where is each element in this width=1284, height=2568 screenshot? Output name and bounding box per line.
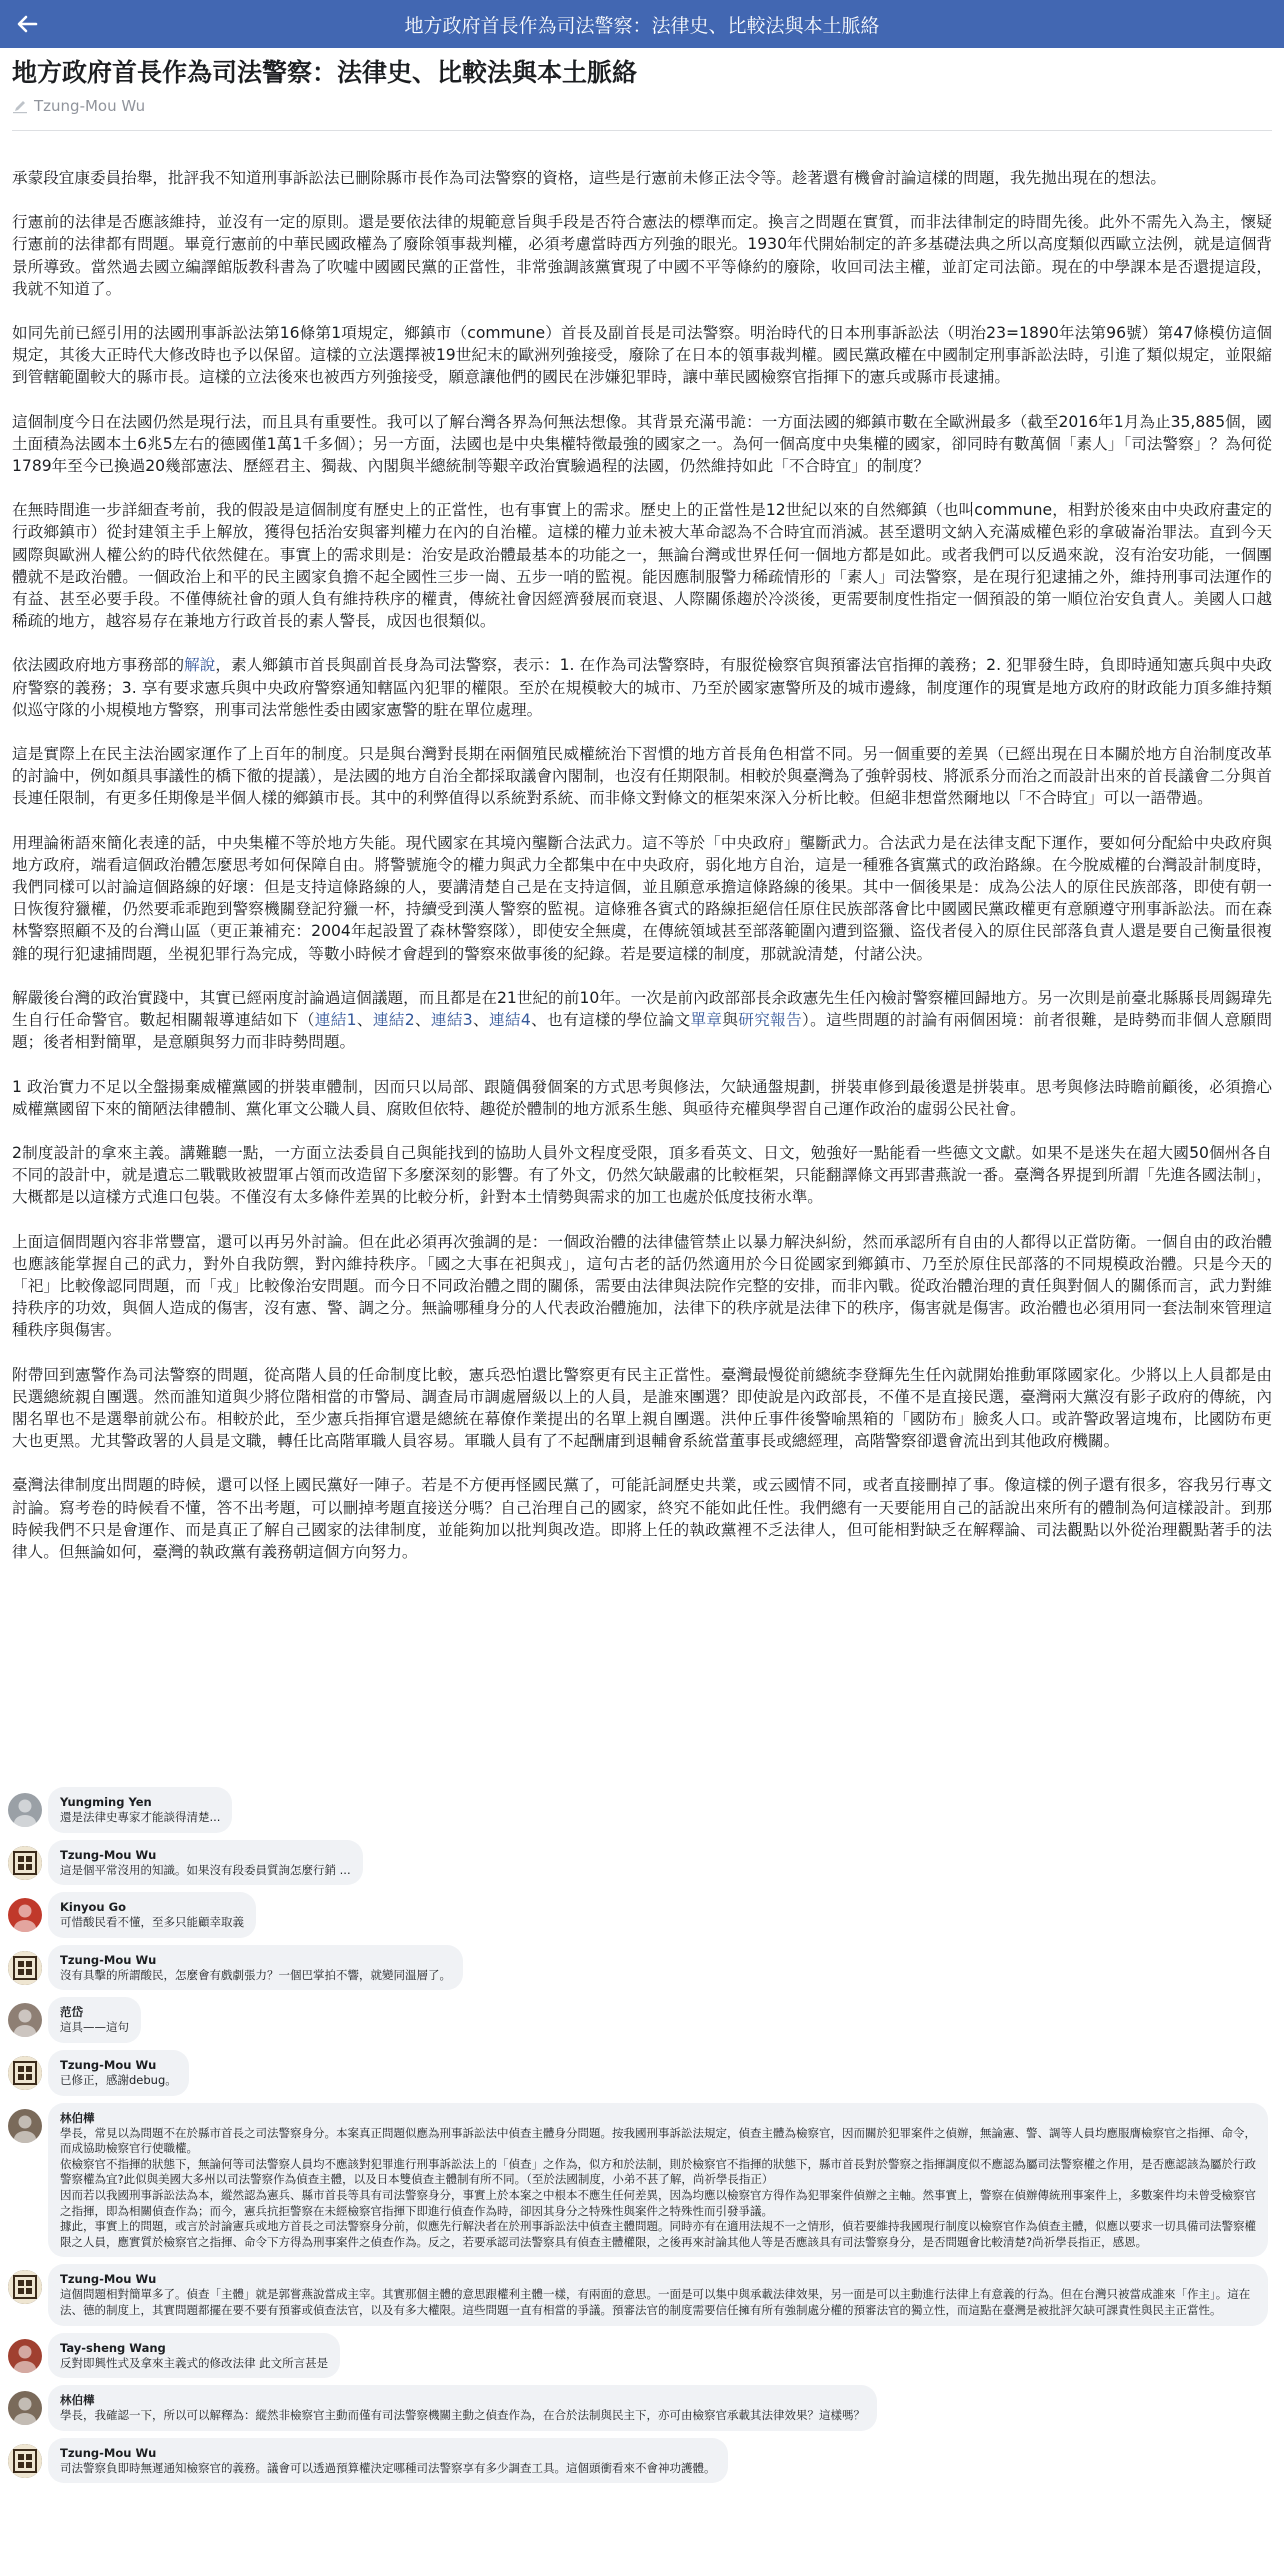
avatar[interactable] <box>8 1898 42 1932</box>
paragraph-text: 依法國政府地方事務部的 <box>12 656 185 675</box>
paragraph-text: ，素人鄉鎮市首長與副首長身為司法警察，表示：1. 在作為司法警察時，有服從檢察官與預審法官指揮的義務；2. 犯罪發生時，負即時通知憲兵與中央政府警察的義務；3. 享有要求憲兵與中央政府警察通知轄區內犯罪的權限。至於在規模較大的城市、乃至於國家憲警所及的城市邊緣，制度運作的現實是地方政府的財政能力頂多維持類似巡守隊的小規模地方警察，刑事司法常態性委由國家憲警的駐在單位處理。 <box>12 656 1272 719</box>
comment-author[interactable]: Yungming Yen <box>60 1795 152 1809</box>
comment-text: 這是個平常沒用的知識。如果沒有段委員質詢怎麼行銷 ... <box>60 1862 351 1877</box>
comment-text: 學長，我確認一下，所以可以解釋為：縱然非檢察官主動而僅有司法警察機關主動之偵查作為，在合於法制與民主下，亦可由檢察官承載其法律效果？這樣嗎？ <box>60 2408 865 2423</box>
paragraph-text: 2制度設計的拿來主義。講難聽一點，一方面立法委員自己與能找到的協助人員外文程度受限，頂多看英文、日文，勉強好一點能看一些德文文獻。如果不是迷失在超大國50個州各自不同的設計中，就是遺忘二戰戰敗被盟軍占領而改造留下多麼深刻的影響。有了外文，仍然欠缺嚴肅的比較框架，只能翻譯條文再郢書燕說一番。臺灣各界提到所謂「先進各國法制」，大概都是以這樣方式進口包裝。不僅沒有太多條件差異的比較分析，針對本土情勢與需求的加工也處於低度技術水準。 <box>12 1143 1272 1207</box>
paragraph-text: 這是實際上在民主法治國家運作了上百年的制度。只是與台灣對長期在兩個殖民威權統治下習慣的地方首長角色相當不同。另一個重要的差異（已經出現在日本關於地方自治制度改革的討論中，例如顏具事議性的橋下徹的提議），是法國的地方自治全都採取議會內閣制，也沒有任期限制。相較於與臺灣為了強幹弱枝、將派系分而治之而設計出來的首長議會二分與首長連任限制，有更多任期像是半個人樣的鄉鎮市長。其中的利弊值得以系統對系統、而非條文對條文的框架來深入分析比較。但絕非想當然爾地以「不合時宜」可以一語帶過。 <box>12 745 1272 808</box>
comment <box>8 2050 1276 2096</box>
back-arrow-icon <box>16 13 38 35</box>
avatar[interactable] <box>8 2109 42 2143</box>
article <box>12 48 1272 1585</box>
article-paragraph <box>12 167 1272 189</box>
article-title: 地方政府首長作為司法警察：法律史、比較法與本土脈絡 <box>12 58 638 87</box>
paragraph-text: 、 <box>414 1011 431 1030</box>
avatar[interactable] <box>8 2339 42 2373</box>
paragraph-text: 承蒙段宜康委員抬舉，批評我不知道刑事訴訟法已刪除縣市長作為司法警察的資格，這些是行憲前未修正法令等。趁著還有機會討論這樣的問題，我先拋出現在的想法。 <box>12 169 1166 187</box>
seal-avatar-icon <box>8 2056 42 2090</box>
avatar[interactable] <box>8 1846 42 1880</box>
comment <box>8 2385 1276 2431</box>
comment-text: 學長，常見以為問題不在於縣市首長之司法警察身分。本案真正問題似應為刑事訴訟法中偵查主體身分問題。按我國刑事訴訟法規定，偵查主體為檢察官，因而關於犯罪案件之偵辦，無論憲、警、調等人員均應服膺檢察官之指揮、命令，而成協助檢察官行使職權。 依檢察官不指揮的狀態下，無論何等司法警察人員均不應該對犯罪進行刑事訴訟法上的「偵查」之作為，似方和於法制，則於檢察官不指揮的狀態下，縣市首長對於警察之指揮調度似不應認為屬司法警察權之作用，是否應認該為屬於行政警察權為宜?此似與美國大多州以司法警察作為偵查主體，以及日本雙偵查主體制有所不同。（至於法國制度，小弟不甚了解，尚祈學長指正） 因而若以我國刑事訴訟法為本，縱然認為憲兵、縣市首長等具有司法警察身分，事實上於本案之中根本不應生任何差異，因為均應以檢察官方得作為犯罪案件偵辦之主軸。然事實上，警察在偵辦傳統刑事案件上，多數案件均未曾受檢察官之指揮，即為相關偵查作為；而今，憲兵抗拒警察在未經檢察官指揮下即進行偵查作為時，卻因其身分之特殊性與案件之特殊性而引發爭議。 據此，事實上的問題，或言於討論憲兵或地方首長之司法警察身分前，似應先行解決者在於刑事訴訟法中偵查主體問題。同時亦有在適用法規不一之情形，偵若要維持我國現行制度以檢察官作為偵查主體，似應以要求一切具備司法警察權限之人員，應實質於檢察官之指揮、命令下方得為刑事案件之偵查作為。反之，若要承認司法警察具有偵查主體權限，之後再來討論其他人等是否應該具有司法警察身分，是否問題會比較清楚?尚祈學長指正，感恩。 <box>60 2125 1256 2249</box>
comment-author[interactable]: Tay-sheng Wang <box>60 2340 166 2355</box>
comment-text: 這具——這句 <box>60 2020 129 2035</box>
inline-link[interactable]: 解說 <box>184 656 216 675</box>
article-paragraph <box>12 1231 1272 1342</box>
paragraph-text: 如同先前已經引用的法國刑事訴訟法第16條第1項規定，鄉鎮市（commune）首長及副首長是司法警察。明治時代的日本刑事訴訟法（明治23=1890年法第96號）第47條模仿這個規定，其後大正時代大修改時也予以保留。這樣的立法選擇被19世紀末的歐洲列強接受，廢除了在日本的領事裁判權。國民黨政權在中國制定刑事訴訟法時，引進了類似規定，並限縮到管轄範圍較大的縣市長。這樣的立法後來也被西方列強接受，願意讓他們的國民在涉嫌犯罪時，讓中華民國檢察官指揮下的憲兵或縣市長逮捕。 <box>12 324 1272 387</box>
inline-link[interactable]: 研究報告 <box>738 1011 803 1030</box>
comment-bubble <box>48 2050 189 2096</box>
article-paragraph <box>12 832 1272 965</box>
top-app-bar <box>0 0 1284 48</box>
comment-bubble <box>48 1840 363 1886</box>
comment-bubble <box>48 1892 256 1938</box>
article-paragraph <box>12 411 1272 478</box>
paragraph-text: 附帶回到憲警作為司法警察的問題，從高階人員的任命制度比較，憲兵恐怕還比警察更有民主正當性。臺灣最慢從前總統李登輝先生任內就開始推動軍隊國家化。少將以上人員都是由民選總統親自團選。然而誰知道與少將位階相當的市警局、調查局市調處層級以上的人員，是誰來團選？即使說是內政部長，不僅不是直接民選，臺灣兩大黨沒有影子政府的傳統，內閣名單也不是選舉前就公布。相較於此，至少憲兵指揮官還是總統在幕僚作業提出的名單上親自團選。洪仲丘事件後警喻黑箱的「國防布」臉炙人口。或許警政署這塊布，比國防布更大也更黑。尤其警政署的人員是文職，轉任比高階軍職人員容易。軍職人員有了不起酬庸到退輔會系統當董事長或總經理，高階警察卻還會流出到其他政府機關。 <box>12 1365 1272 1451</box>
comment-text: 可惜酸民看不懂，至多只能顧幸取義 <box>60 1915 244 1930</box>
comment <box>8 1945 1276 1991</box>
article-paragraph <box>12 654 1272 721</box>
comment-bubble <box>48 1997 141 2043</box>
user-photo-icon <box>8 2391 42 2425</box>
comment <box>8 1840 1276 1886</box>
inline-link[interactable]: 連結2 <box>372 1011 415 1030</box>
avatar[interactable] <box>8 1793 42 1827</box>
user-photo-icon <box>8 1898 42 1932</box>
divider <box>12 130 1272 131</box>
avatar[interactable] <box>8 2003 42 2037</box>
article-paragraph <box>12 1076 1272 1120</box>
comment <box>8 2438 1276 2484</box>
article-paragraph <box>12 1364 1272 1453</box>
comment <box>8 2264 1276 2325</box>
comment-author[interactable]: Tzung-Mou Wu <box>60 2057 157 2072</box>
article-paragraph <box>12 987 1272 1054</box>
comment-author[interactable]: 范岱 <box>60 2005 83 2020</box>
avatar[interactable] <box>8 2444 42 2478</box>
comment-author[interactable]: Tzung-Mou Wu <box>60 1847 157 1862</box>
comment-bubble <box>48 2385 877 2431</box>
comments-section <box>8 1787 1276 2490</box>
seal-avatar-icon <box>8 2270 42 2304</box>
paragraph-text: 上面這個問題內容非常豐富，還可以再另外討論。但在此必須再次強調的是：一個政治體的法律儘管禁止以暴力解決糾紛，然而承認所有自由的人都得以正當防衛。一個自由的政治體也應該能掌握自己的武力，對外自我防禦，對內維持秩序。「國之大事在祀與戎」，這句古老的話仍然適用於今日從國家到鄉鎮市、乃至於原住民部落的不同規模政治體。只是今天的「祀」比較像認同問題，而「戎」比較像治安問題。而今日不同政治體之間的關係，需要由法律與法院作完整的安排，而非內戰。從政治體治理的責任與對個人的關係而言，武力對維持秩序的功效，與個人造成的傷害，沒有憲、警、調之分。無論哪種身分的人代表政治體施加，法律下的秩序就是法律下的秩序，傷害就是傷害。政治體也必須用同一套法制來管理這種秩序與傷害。 <box>12 1232 1272 1340</box>
paragraph-text: 、也有這樣的學位論文 <box>530 1011 691 1030</box>
paragraph-text: 與 <box>722 1011 739 1030</box>
avatar[interactable] <box>8 2391 42 2425</box>
author-row <box>12 94 1272 118</box>
inline-link[interactable]: 連結4 <box>489 1011 531 1030</box>
user-photo-icon <box>8 2109 42 2143</box>
back-button[interactable] <box>0 0 54 48</box>
user-photo-icon <box>8 2003 42 2037</box>
inline-link[interactable]: 連結1 <box>314 1011 357 1030</box>
inline-link[interactable]: 單章 <box>690 1011 723 1030</box>
article-paragraph <box>12 1474 1272 1563</box>
article-paragraph <box>12 499 1272 632</box>
seal-avatar-icon <box>8 2444 42 2478</box>
avatar[interactable] <box>8 2056 42 2090</box>
paragraph-text: 用理論術語來簡化表達的話，中央集權不等於地方失能。現代國家在其境內壟斷合法武力。這不等於「中央政府」壟斷武力。合法武力是在法律支配下運作，要如何分配給中央政府與地方政府，端看這個政治體怎麼思考如何保障自由。將警號施令的權力與武力全都集中在中央政府，弱化地方自治，這是一種雅各賓黨式的政治路線。在今脫威權的台灣設計制度時，我們同樣可以討論這個路線的好壞：但是支持這條路線的人，要講清楚自己是在支持這個，並且願意承擔這條路線的後果。其中一個後果是：成為公法人的原住民族部落，即使有朝一日恢復狩獵權，仍然要乖乖跑到警察機關登記狩獵一杯，持續受到漢人警察的監視。這條雅各賓式的路線拒絕信任原住民族部落會比中國國民黨政權更有意願遵守刑事訴訟法。而在森林警察照顧不及的台灣山區（更正兼補充：2004年起設置了森林警察隊），即使安全無虞，在傳統領域甚至部落範圍內遭到盜獵、盜伐者侵入的原住民部落負責人還是要自己衡量很複雜的現行犯逮捕問題，坐視犯罪行為完成，等數小時候才會趕到的警察來做事後的紀錄。若是要這樣的制度，那就說清楚，付諸公決。 <box>12 833 1272 963</box>
comment-author[interactable]: 林伯樺 <box>60 2393 95 2408</box>
comment-author[interactable]: Tzung-Mou Wu <box>60 2445 157 2460</box>
comment-text: 這個問題相對簡單多了。偵查「主體」就是郭嘗燕說當成主宰。其實那個主體的意思跟權利主體一樣，有兩面的意思。一面是可以集中與承載法律效果，另一面是可以主動進行法律上有意義的行為。但在台灣只被當成誰來「作主」。這在法、德的制度上，其實問題都擺在要不要有預審或偵查法官，以及有多大權限。這些問題一直有相當的爭議。預審法官的制度需要信任擁有所有強制處分權的預審法官的獨立性，而這點在臺灣是被批評欠缺可課責性與民主正當性。 <box>60 2287 1251 2317</box>
comment <box>8 1997 1276 2043</box>
topbar-title: 地方政府首長作為司法警察：法律史、比較法與本土脈絡 <box>404 14 880 37</box>
pen-icon <box>12 98 28 114</box>
comment <box>8 2333 1276 2379</box>
article-body <box>12 167 1272 1563</box>
paragraph-text: 解嚴後台灣的政治實踐中，其實已經兩度討論過這個議題，而且都是在21世紀的前10年。一次是前內政部部長余政憲先生任內檢討警察權回歸地方。另一次則是前臺北縣縣長周錫瑋先生自行任命警官。數起相關報導連結如下（ <box>12 988 1272 1030</box>
comment-author[interactable]: Kinyou Go <box>60 1900 126 1915</box>
seal-avatar-icon <box>8 1846 42 1880</box>
article-paragraph <box>12 322 1272 389</box>
comment-text: 已修正，感謝debug。 <box>60 2072 177 2087</box>
author-name[interactable]: Tzung-Mou Wu <box>34 97 146 115</box>
avatar[interactable] <box>8 2270 42 2304</box>
comment-author[interactable]: 林伯樺 <box>60 2110 95 2125</box>
inline-link[interactable]: 連結3 <box>430 1011 473 1030</box>
comment-text: 還是法律史專家才能談得清楚... <box>60 1810 221 1824</box>
comment-author[interactable]: Tzung-Mou Wu <box>60 2272 157 2287</box>
avatar[interactable] <box>8 1951 42 1985</box>
comment-bubble <box>48 2264 1268 2325</box>
paragraph-text: ）。這些問題的討論有兩個困境：前者很難，是時勢而非個人意願問題；後者相對簡單，是意願與努力而非時勢問題。 <box>12 1011 1272 1052</box>
paragraph-text: 臺灣法律制度出問題的時候，還可以怪上國民黨好一陣子。若是不方便再怪國民黨了，可能託詞歷史共業，或云國情不同，或者直接刪掉了事。像這樣的例子還有很多，容我另行專文討論。寫考卷的時候看不懂，答不出考題，可以刪掉考題直接送分嗎？自己治理自己的國家，終究不能如此任性。我們總有一天要能用自己的話說出來所有的體制為何這樣設計。到那時候我們不只是會運作、而是真正了解自己國家的法律制度，並能夠加以批判與改造。即將上任的執政黨裡不乏法律人，但可能相對缺乏在解釋論、司法觀點以外從治理觀點著手的法律人。但無論如何，臺灣的執政黨有義務朝這個方向努力。 <box>12 1476 1272 1561</box>
comment-text: 反對即興性式及拿來主義式的修改法律 此文所言甚是 <box>60 2355 329 2370</box>
article-paragraph <box>12 211 1272 300</box>
article-paragraph <box>12 743 1272 810</box>
paragraph-text: 這個制度今日在法國仍然是現行法，而且具有重要性。我可以了解台灣各界為何無法想像。其背景充滿弔詭：一方面法國的鄉鎮市數在全歐洲最多（截至2016年1月為止35,885個，國土面積為法國本土6兆5左右的德國僅1萬1千多個）；另一方面，法國也是中央集權特徵最強的國家之一。為何一個高度中央集權的國家，卻同時有數萬個「素人」「司法警察」？為何從1789年至今已換過20幾部憲法、歷經君主、獨裁、內閣與半總統制等艱辛政治實驗過程的法國，仍然維持如此「不合時宜」的制度？ <box>12 412 1272 476</box>
paragraph-text: 、 <box>472 1011 489 1030</box>
comment-text: 司法警察負即時無遲通知檢察官的義務。議會可以透過預算權決定哪種司法警察享有多少調查工具。這個頭衝看來不會神功護體。 <box>60 2460 716 2475</box>
paragraph-text: 1 政治實力不足以全盤揚棄威權黨國的拼裝車體制，因而只以局部、跟隨偶發個案的方式思考與修法，欠缺通盤規劃，拼裝車修到最後還是拼裝車。思考與修法時瞻前顧後，必須擔心威權黨國留下來的簡陋法律體制、黨化軍文公職人員、腐敗但依特、趣從於體制的地方派系生態、與亟待充權與學習自己運作政治的虛弱公民社會。 <box>12 1077 1272 1118</box>
comment-bubble <box>48 2103 1268 2258</box>
seal-avatar-icon <box>8 1951 42 1985</box>
comment <box>8 2103 1276 2258</box>
user-photo-icon <box>8 1793 42 1827</box>
comment-bubble <box>48 2333 340 2379</box>
comment <box>8 1892 1276 1938</box>
paragraph-text: 行憲前的法律是否應該維持，並沒有一定的原則。還是要依法律的規範意旨與手段是否符合憲法的標準而定。換言之問題在實質，而非法律制定的時間先後。此外不需先入為主，懷疑行憲前的法律都有問題。畢竟行憲前的中華民國政權為了廢除領事裁判權，必須考慮當時西方列強的眼光。1930年代開始制定的許多基礎法典之所以高度類似西歐立法例，就是這個背景所導致。當然過去國立編譯館版教科書為了吹噓中國國民黨的正當性，非常強調該黨實現了中國不平等條約的廢除，收回司法主權，並訂定司法節。現在的中學課本是否還提這段，我就不知道了。 <box>12 213 1272 298</box>
paragraph-text: 在無時間進一步詳細查考前，我的假設是這個制度有歷史上的正當性，也有事實上的需求。歷史上的正當性是12世紀以來的自然鄉鎮（也叫commune，相對於後來由中央政府畫定的行政鄉鎮市）從封建領主手上解放，獲得包括治安與審判權力在內的自治權。這樣的權力並未被大革命認為不合時宜而消滅。甚至還明文納入充滿威權色彩的拿破崙治罪法。直到今天國際與歐洲人權公約的時代依然健在。事實上的需求則是：治安是政治體最基本的功能之一，無論台灣或世界任何一個地方都是如此。或者我們可以反過來說，沒有治安功能，一個團體就不是政治體。一個政治上和平的民主國家負擔不起全國性三步一崗、五步一哨的監視。能因應制服警力稀疏情形的「素人」司法警察，是在現行犯逮捕之外，維持刑事司法運作的有益、甚至必要手段。不僅傳統社會的頭人負有維持秩序的權責，傳統社會因經濟發展而衰退、人際關係趨於冷淡後，更需要制度性指定一個預設的第一順位治安負責人。美國人口越稀疏的地方，越容易存在兼地方行政首長的素人警長，成因也很類似。 <box>12 501 1272 631</box>
comment-bubble <box>48 1945 463 1991</box>
comment-bubble <box>48 2438 728 2484</box>
comment <box>8 1787 1276 1833</box>
comment-author[interactable]: Tzung-Mou Wu <box>60 1952 157 1967</box>
article-paragraph <box>12 1142 1272 1209</box>
paragraph-text: 、 <box>356 1011 373 1030</box>
comment-text: 沒有具擊的所謂酸民，怎麼會有戲劇張力？一個巴掌拍不響，就變同溫層了。 <box>60 1967 451 1982</box>
user-photo-icon <box>8 2339 42 2373</box>
comment-bubble <box>48 1787 232 1833</box>
